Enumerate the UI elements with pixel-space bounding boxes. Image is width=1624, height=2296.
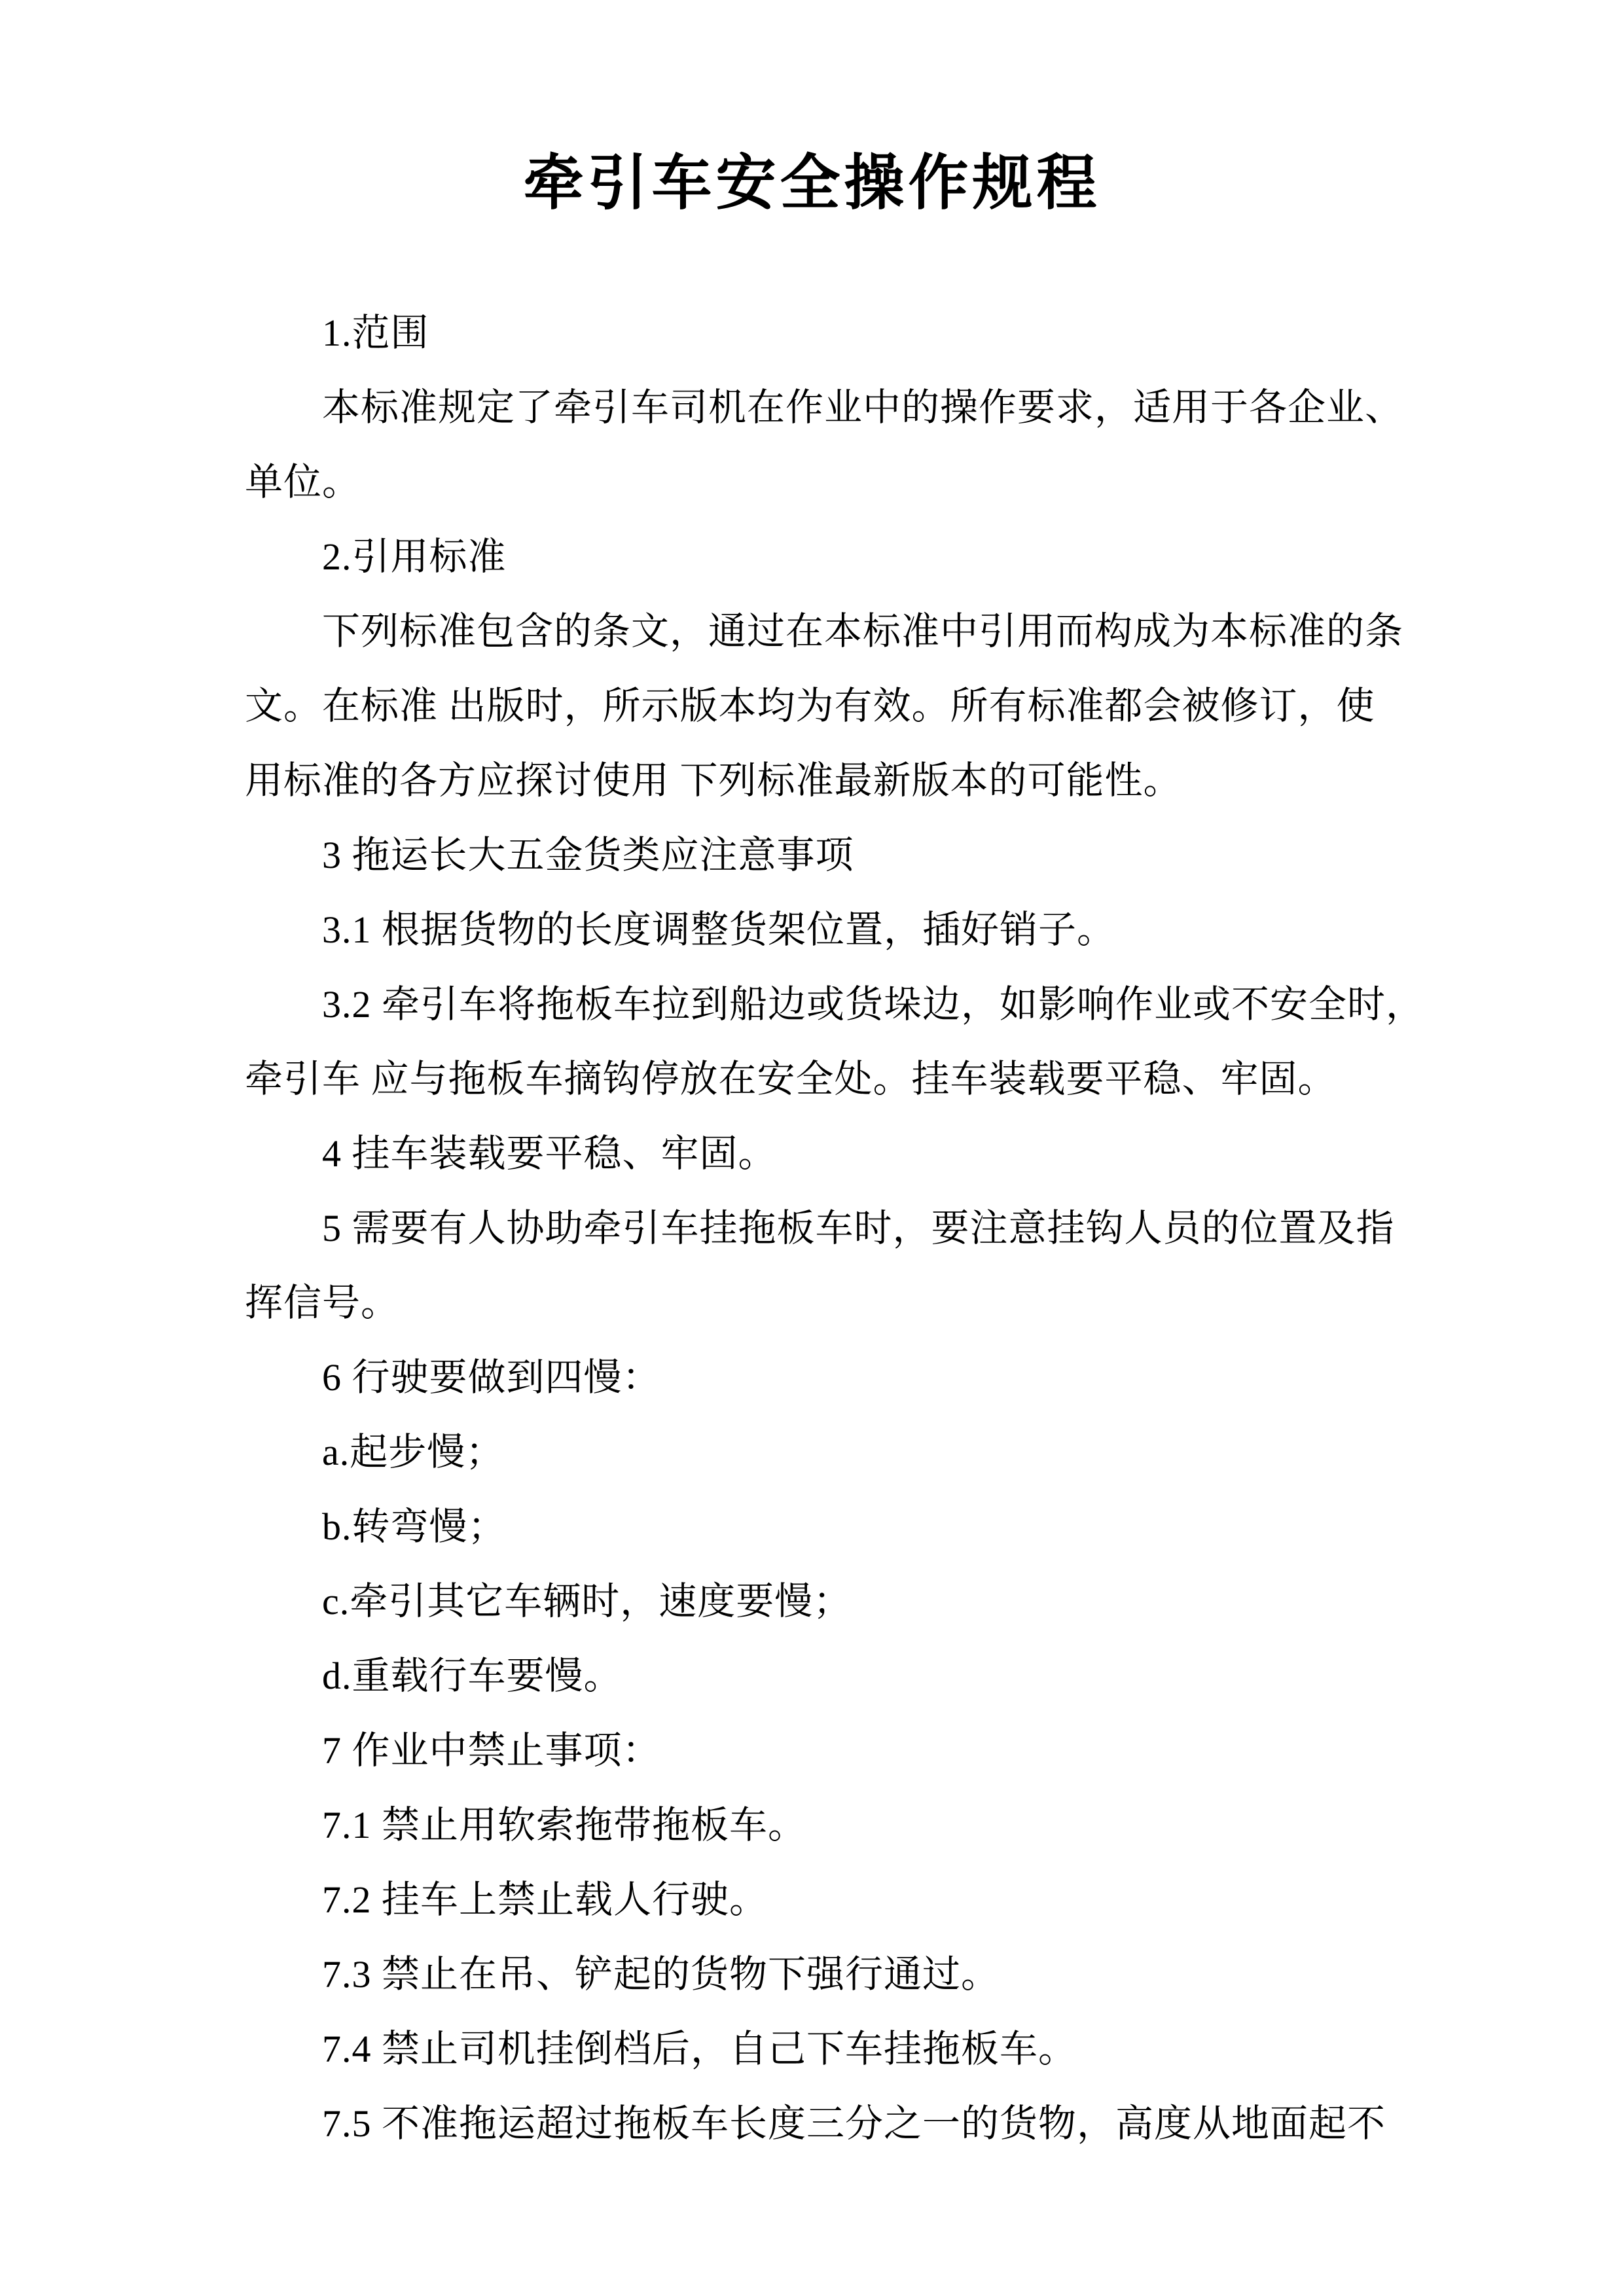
- text-line: 牵引车 应与拖板车摘钩停放在安全处。挂车装载要平稳、牢固。: [245, 1058, 1337, 1100]
- text-line: a.起步慢；: [322, 1431, 505, 1473]
- text-line: c.牵引其它车辆时，速度要慢；: [322, 1580, 852, 1623]
- text-line: 7.3 禁止在吊、铲起的货物下强行通过。: [322, 1953, 1000, 1996]
- text-line: d.重载行车要慢。: [322, 1655, 623, 1697]
- text-line: 挥信号。: [245, 1282, 400, 1324]
- text-line: 3.1 根据货物的长度调整货架位置，插好销子。: [322, 908, 1116, 951]
- text-line: 2.引用标准: [322, 535, 507, 578]
- text-line: 文。在标准 出版时，所示版本均为有效。所有标准都会被修订，使: [245, 685, 1375, 727]
- text-line: 1.范围: [322, 312, 429, 354]
- text-line: 4 挂车装载要平稳、牢固。: [322, 1132, 777, 1175]
- document-title: 牵引车安全操作规程: [523, 150, 1101, 217]
- text-line: 下列标准包含的条文，通过在本标准中引用而构成为本标准的条: [322, 610, 1404, 653]
- text-line: 7.4 禁止司机挂倒档后，自己下车挂拖板车。: [322, 2028, 1077, 2070]
- text-line: 本标准规定了牵引车司机在作业中的操作要求，适用于各企业、: [322, 386, 1404, 429]
- text-line: 7.5 不准拖运超过拖板车长度三分之一的货物，高度从地面起不: [322, 2102, 1386, 2145]
- text-line: 用标准的各方应探讨使用 下列标准最新版本的可能性。: [245, 759, 1182, 802]
- text-line: 单位。: [245, 461, 361, 503]
- text-line: 6 行驶要做到四慢：: [322, 1356, 661, 1399]
- text-line: b.转弯慢；: [322, 1505, 507, 1548]
- text-line: 3.2 牵引车将拖板车拉到船边或货垛边，如影响作业或不安全时，: [322, 983, 1425, 1026]
- text-line: 5 需要有人协助牵引车挂拖板车时，要注意挂钩人员的位置及指: [322, 1207, 1395, 1249]
- text-line: 7.2 挂车上禁止载人行驶。: [322, 1878, 768, 1921]
- document-body: [245, 296, 1425, 2161]
- text-line: 3 拖运长大五金货类应注意事项: [322, 834, 854, 876]
- text-line: 7 作业中禁止事项：: [322, 1729, 661, 1772]
- text-line: 7.1 禁止用软索拖带拖板车。: [322, 1804, 807, 1846]
